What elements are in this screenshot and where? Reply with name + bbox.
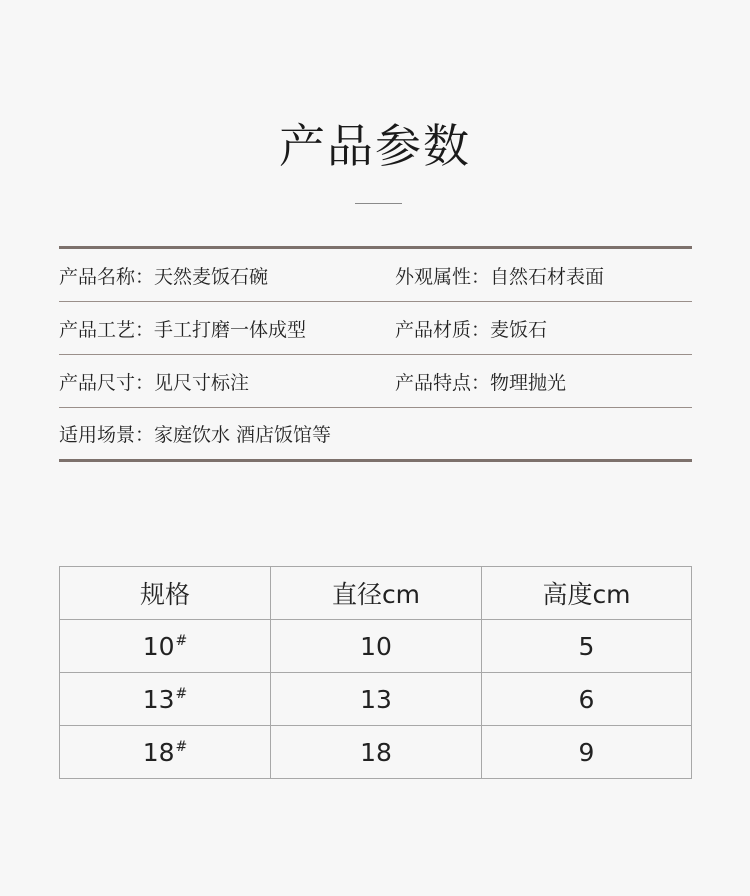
- param-craft: 产品工艺：手工打磨一体成型: [59, 318, 307, 341]
- size-mark: #: [175, 685, 188, 702]
- param-feature: 产品特点：物理抛光: [395, 371, 567, 394]
- spec-diameter: 13: [271, 673, 482, 726]
- param-name: 产品名称：天然麦饭石碗: [59, 265, 269, 288]
- spec-size: 18: [142, 737, 175, 767]
- param-row: [59, 355, 692, 408]
- param-size: 产品尺寸：见尺寸标注: [59, 371, 250, 394]
- spec-height: 5: [482, 620, 692, 673]
- title-divider: [355, 203, 402, 204]
- size-mark: #: [175, 632, 188, 649]
- spec-diameter: 10: [271, 620, 482, 673]
- spec-size-cell: [60, 726, 271, 779]
- product-params-list: [59, 246, 692, 462]
- spec-height: 6: [482, 673, 692, 726]
- param-usage: 适用场景：家庭饮水 酒店饭馆等: [59, 424, 332, 446]
- param-appearance: 外观属性：自然石材表面: [395, 265, 605, 288]
- size-mark: #: [175, 738, 188, 755]
- spec-height: 9: [482, 726, 692, 779]
- param-row: [59, 408, 692, 459]
- size-spec-table: [59, 566, 692, 779]
- param-row: [59, 302, 692, 355]
- spec-diameter: 18: [271, 726, 482, 779]
- page-title: 产品参数: [279, 119, 471, 173]
- spec-size: 13: [142, 684, 175, 714]
- param-row: [59, 249, 692, 302]
- spec-size-cell: [60, 673, 271, 726]
- param-material: 产品材质：麦饭石: [395, 318, 548, 341]
- spec-size: 10: [142, 631, 175, 661]
- header-height: 高度cm: [482, 567, 692, 620]
- spec-size-cell: [60, 620, 271, 673]
- header-diameter: 直径cm: [271, 567, 482, 620]
- table-header-row: [60, 567, 692, 620]
- table-row: [60, 726, 692, 779]
- table-row: [60, 673, 692, 726]
- header-spec: 规格: [60, 567, 271, 620]
- table-row: [60, 620, 692, 673]
